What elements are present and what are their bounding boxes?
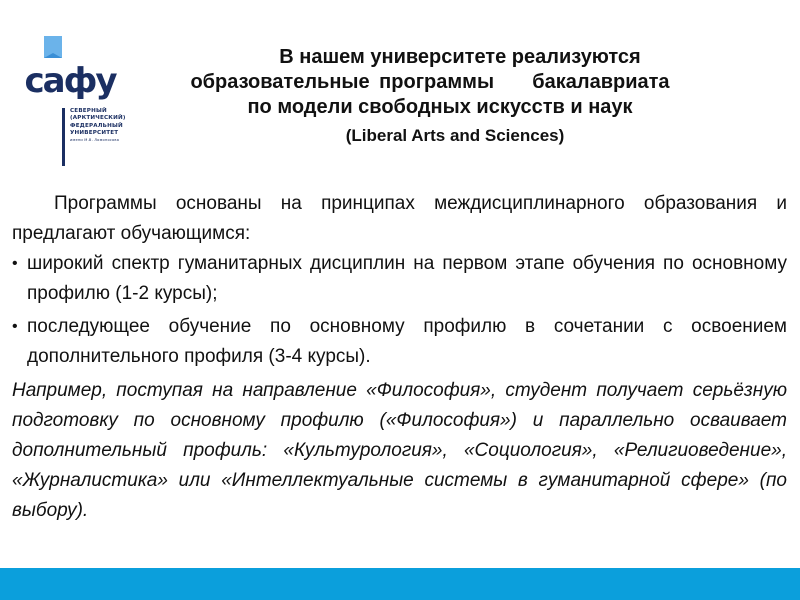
- bullet-text: последующее обучение по основному профилю в сочетании с освоением дополнительного профиля (3-4 курсы).: [27, 316, 787, 367]
- bullet-icon: •: [12, 255, 18, 272]
- slide-title: [95, 45, 765, 148]
- logo-line: (АРКТИЧЕСКИЙ): [70, 115, 126, 122]
- bullet-text: широкий спектр гуманитарных дисциплин на первом этапе обучения по основному профилю (1-2 курсы);: [27, 253, 787, 304]
- logo-divider: [62, 108, 65, 166]
- logo-line: СЕВЕРНЫЙ: [70, 108, 107, 114]
- bullet-list: [12, 249, 787, 372]
- title-line-1: В нашем университете реализуются: [279, 46, 641, 68]
- logo-line: имени М.В. Ломоносова: [70, 137, 120, 142]
- intro-paragraph: Программы основаны на принципах междисциплинарного образования и предлагают обучающимся:: [12, 193, 787, 244]
- example-paragraph: Например, поступая на направление «Философия», студент получает серьёзную подготовку по основному профилю («Философия») и параллельно осваивает дополнительный профиль: «Культурология», «Социология», «Религиоведение», «Журналистика» или «Интеллектуальные системы в гуманитарной сфере» (по выбору).: [12, 380, 787, 521]
- title-line-2: образовательные программы бакалавриата: [190, 71, 670, 93]
- title-subtitle: (Liberal Arts and Sciences): [345, 126, 565, 145]
- bullet-item: [12, 312, 787, 372]
- slide-body: [12, 189, 787, 526]
- footer-bar: [0, 568, 800, 600]
- logo-line: ФЕДЕРАЛЬНЫЙ: [70, 122, 123, 129]
- logo-line: УНИВЕРСИТЕТ: [70, 130, 119, 137]
- logo-wordmark: сафу: [24, 61, 116, 101]
- bullet-icon: •: [12, 318, 18, 335]
- title-line-3: по модели свободных искусств и наук: [247, 96, 633, 118]
- bullet-item: [12, 249, 787, 309]
